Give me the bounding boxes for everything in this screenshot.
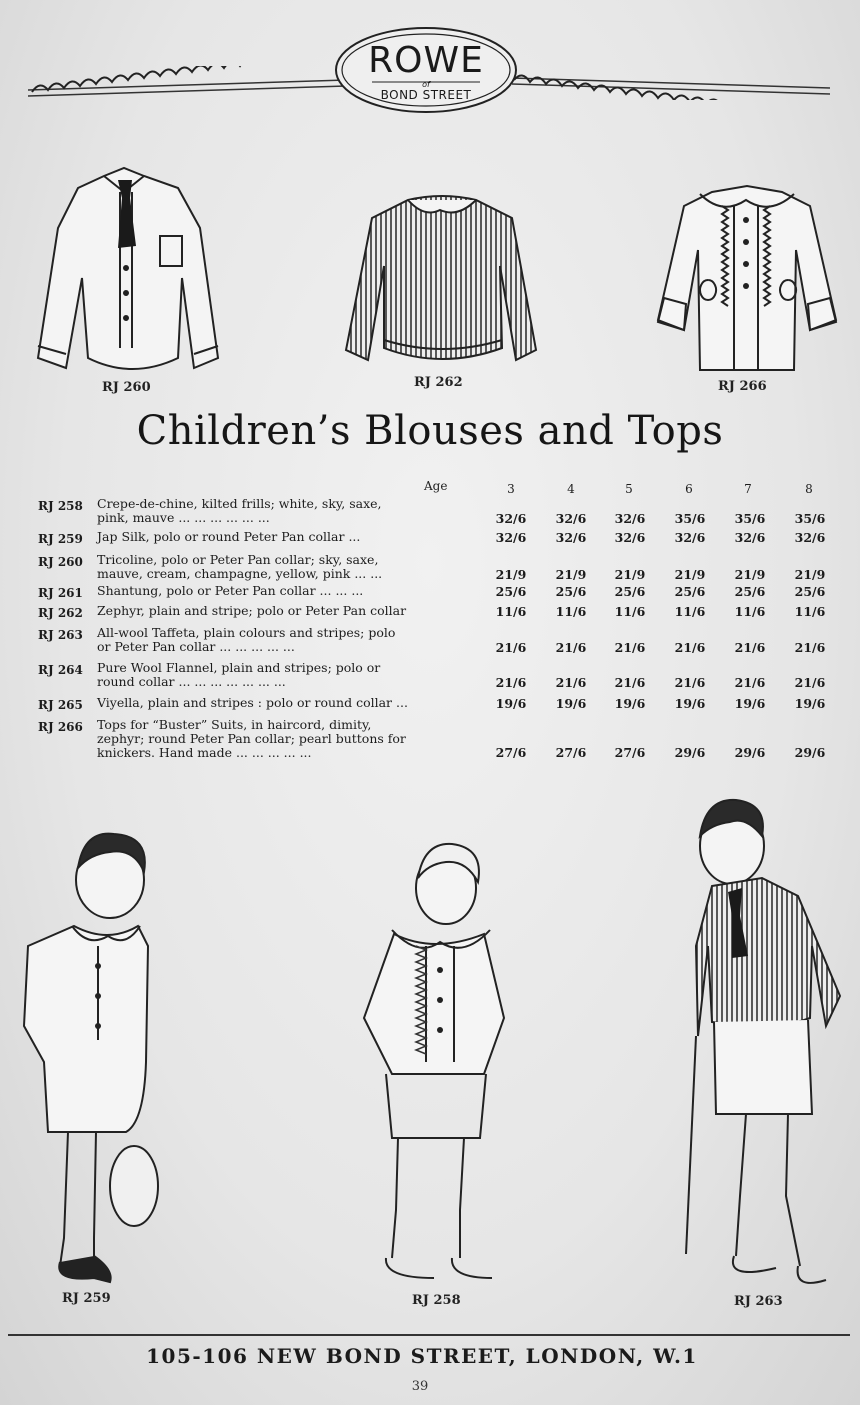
- price-cell: 21/6: [674, 675, 706, 690]
- price-cell: 25/6: [614, 584, 646, 599]
- price-cell: 21/6: [555, 640, 587, 655]
- price-cell: 19/6: [555, 696, 587, 711]
- age-column-header: 7: [744, 482, 752, 496]
- price-cell: 25/6: [674, 584, 706, 599]
- price-cell: 21/9: [794, 567, 826, 582]
- figure-caption-rj258: RJ 258: [412, 1293, 461, 1308]
- child-figure-rj258-drawing: [334, 838, 524, 1286]
- price-cell: 21/9: [674, 567, 706, 582]
- price-cell: 32/6: [495, 530, 527, 545]
- price-cell: 21/9: [614, 567, 646, 582]
- price-cell: 21/6: [734, 640, 766, 655]
- price-cell: 27/6: [495, 745, 527, 760]
- item-description: Viyella, plain and stripes : polo or round collar ...: [97, 695, 408, 710]
- rowe-logo: [334, 26, 518, 114]
- logo-of: of: [422, 80, 430, 89]
- price-cell: 32/6: [555, 530, 587, 545]
- item-code: RJ 262: [38, 606, 83, 620]
- price-cell: 11/6: [794, 604, 826, 619]
- price-cell: 21/6: [794, 640, 826, 655]
- price-cell: 19/6: [674, 696, 706, 711]
- price-cell: 11/6: [674, 604, 706, 619]
- figure-caption-rj263: RJ 263: [734, 1294, 783, 1309]
- age-label: Age: [424, 479, 448, 493]
- price-cell: 29/6: [734, 745, 766, 760]
- price-cell: 19/6: [495, 696, 527, 711]
- price-cell: 29/6: [794, 745, 826, 760]
- price-cell: 21/6: [794, 675, 826, 690]
- price-cell: 21/6: [495, 640, 527, 655]
- price-cell: 21/9: [495, 567, 527, 582]
- item-description: Pure Wool Flannel, plain and stripes; polo or round collar ... ... ... ... ... ... ...: [97, 660, 381, 689]
- item-description: Jap Silk, polo or round Peter Pan collar ...: [97, 529, 361, 544]
- item-description: Crepe-de-chine, kilted frills; white, sky, saxe, pink, mauve ... ... ... ... ... ...: [97, 496, 382, 525]
- price-cell: 21/6: [555, 675, 587, 690]
- price-cell: 32/6: [614, 530, 646, 545]
- item-code: RJ 261: [38, 586, 83, 600]
- price-cell: 11/6: [734, 604, 766, 619]
- store-address: 105-106 NEW BOND STREET, LONDON, W.1: [146, 1344, 698, 1368]
- blouse-rj262-drawing: [340, 190, 544, 370]
- item-description: All-wool Taffeta, plain colours and stripes; polo or Peter Pan collar ... ... ... ... ...: [97, 625, 396, 654]
- logo-brand: ROWE: [368, 40, 484, 81]
- age-column-header: 4: [567, 482, 575, 496]
- price-cell: 21/6: [614, 675, 646, 690]
- child-figure-rj263-drawing: [676, 796, 844, 1290]
- price-cell: 21/6: [674, 640, 706, 655]
- price-cell: 11/6: [614, 604, 646, 619]
- price-cell: 32/6: [555, 511, 587, 526]
- price-cell: 25/6: [794, 584, 826, 599]
- price-cell: 35/6: [734, 511, 766, 526]
- price-cell: 27/6: [555, 745, 587, 760]
- price-cell: 19/6: [614, 696, 646, 711]
- item-description: Tops for “Buster” Suits, in haircord, dimity, zephyr; round Peter Pan collar; pearl buttons for knickers. Hand made ... ... ... ... ...: [97, 717, 406, 760]
- price-cell: 11/6: [555, 604, 587, 619]
- price-cell: 32/6: [794, 530, 826, 545]
- item-description: Zephyr, plain and stripe; polo or Peter Pan collar: [97, 603, 407, 618]
- age-column-header: 8: [805, 482, 813, 496]
- item-code: RJ 266: [38, 720, 83, 734]
- price-cell: 19/6: [734, 696, 766, 711]
- price-cell: 35/6: [794, 511, 826, 526]
- price-cell: 35/6: [674, 511, 706, 526]
- price-cell: 29/6: [674, 745, 706, 760]
- item-code: RJ 263: [38, 628, 83, 642]
- item-code: RJ 260: [38, 555, 83, 569]
- figure-caption-rj262: RJ 262: [414, 375, 463, 390]
- price-cell: 32/6: [614, 511, 646, 526]
- child-figure-rj259-drawing: [14, 826, 164, 1288]
- price-cell: 32/6: [495, 511, 527, 526]
- page-number: 39: [411, 1379, 429, 1394]
- price-cell: 32/6: [734, 530, 766, 545]
- ornamental-border-right: [512, 66, 830, 100]
- blouse-rj260-drawing: [32, 158, 228, 380]
- item-description: Tricoline, polo or Peter Pan collar; sky, saxe, mauve, cream, champagne, yellow, pink ... ...: [97, 552, 383, 581]
- age-column-header: 6: [685, 482, 693, 496]
- figure-caption-rj266: RJ 266: [718, 379, 767, 394]
- age-column-header: 3: [507, 482, 515, 496]
- figure-caption-rj260: RJ 260: [102, 380, 151, 395]
- footer-divider: [8, 1334, 850, 1336]
- item-code: RJ 264: [38, 663, 83, 677]
- price-cell: 25/6: [734, 584, 766, 599]
- blouse-rj266-drawing: [652, 180, 842, 376]
- price-cell: 25/6: [495, 584, 527, 599]
- price-cell: 19/6: [794, 696, 826, 711]
- item-code: RJ 265: [38, 698, 83, 712]
- price-cell: 27/6: [614, 745, 646, 760]
- price-cell: 11/6: [495, 604, 527, 619]
- item-code: RJ 258: [38, 499, 83, 513]
- price-cell: 21/6: [734, 675, 766, 690]
- price-cell: 21/6: [495, 675, 527, 690]
- price-cell: 21/9: [734, 567, 766, 582]
- price-cell: 25/6: [555, 584, 587, 599]
- price-cell: 32/6: [674, 530, 706, 545]
- figure-caption-rj259: RJ 259: [62, 1291, 111, 1306]
- age-column-header: 5: [625, 482, 633, 496]
- price-cell: 21/9: [555, 567, 587, 582]
- page-title: Children’s Blouses and Tops: [136, 408, 724, 454]
- item-description: Shantung, polo or Peter Pan collar ... ... ...: [97, 583, 364, 598]
- logo-street: BOND STREET: [380, 88, 472, 102]
- item-code: RJ 259: [38, 532, 83, 546]
- ornamental-border-left: [28, 66, 346, 100]
- price-cell: 21/6: [614, 640, 646, 655]
